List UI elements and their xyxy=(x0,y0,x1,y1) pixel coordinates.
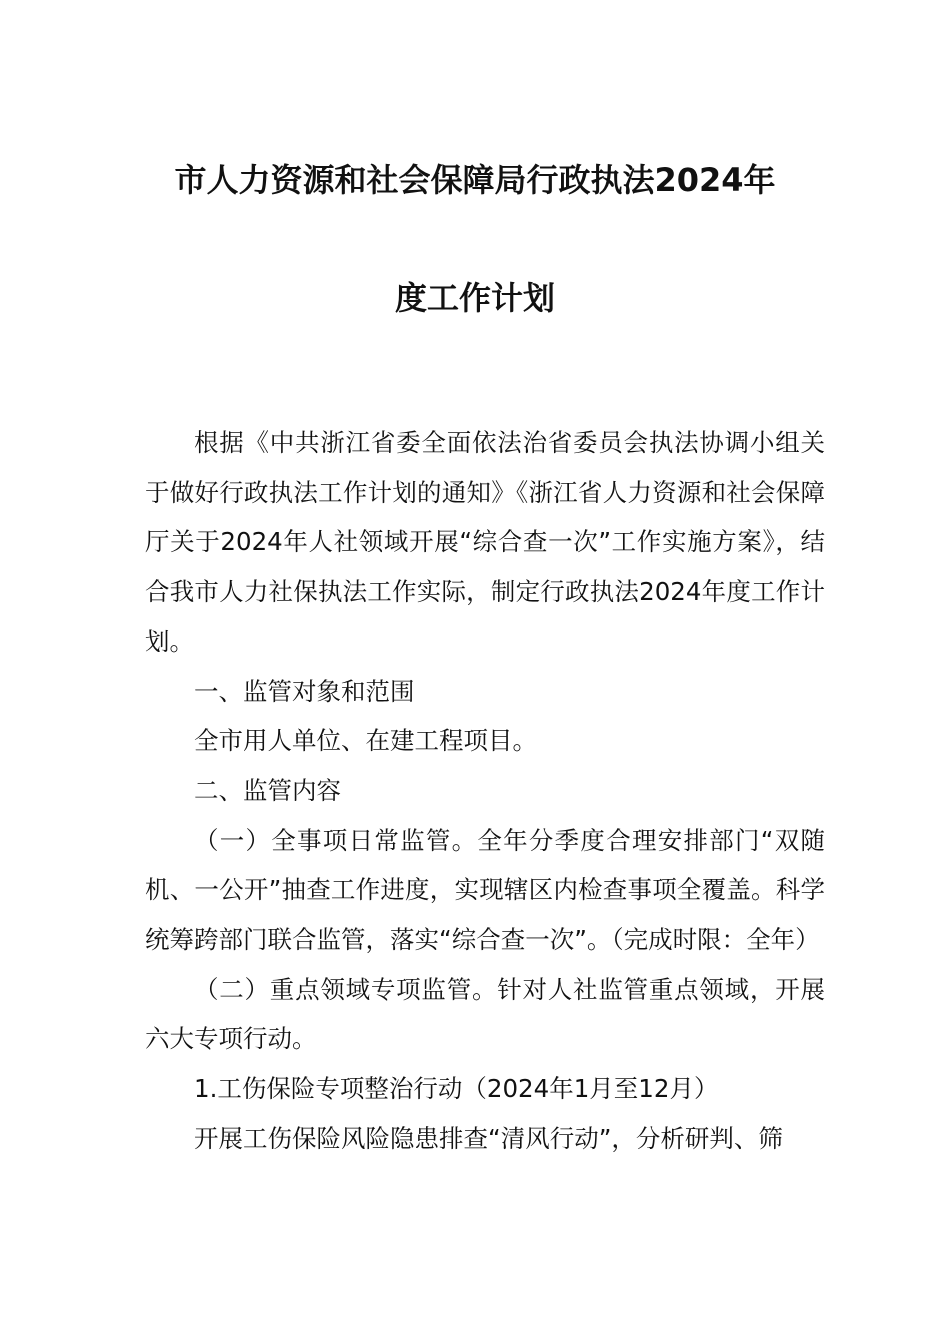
paragraph-work-injury-heading: 1.工伤保险专项整治行动（2024年1月至12月） xyxy=(194,1074,719,1104)
paragraph-work-injury-body: 开展工伤保险风险隐患排查“清风行动”，分析研判、筛 xyxy=(194,1123,783,1153)
paragraph-special-supervision: （二）重点领域专项监管。针对人社监管重点领域，开展六大专项行动。 xyxy=(145,974,825,1054)
paragraph-daily-supervision: （一）全事项日常监管。全年分季度合理安排部门“双随机、一公开”抽查工作进度，实现辖区内检查事项全覆盖。科学统筹跨部门联合监管，落实“综合查一次”。（完成时限：全年） xyxy=(145,825,825,955)
paragraph-scope: 全市用人单位、在建工程项目。 xyxy=(194,726,537,756)
paragraph-intro: 根据《中共浙江省委全面依法治省委员会执法协调小组关于做好行政执法工作计划的通知》《浙江省人力资源和社会保障厅关于2024年人社领域开展“综合查一次”工作实施方案》，结合我市人力社保执法工作实际，制定行政执法2024年度工作计划。 xyxy=(145,428,825,656)
document-title-line-1: 市人力资源和社会保障局行政执法2024年 xyxy=(174,161,776,199)
section-heading-content: 二、监管内容 xyxy=(194,775,341,805)
section-heading-scope: 一、监管对象和范围 xyxy=(194,676,415,706)
document-body xyxy=(145,418,825,1164)
document-title-line-2: 度工作计划 xyxy=(394,279,555,317)
